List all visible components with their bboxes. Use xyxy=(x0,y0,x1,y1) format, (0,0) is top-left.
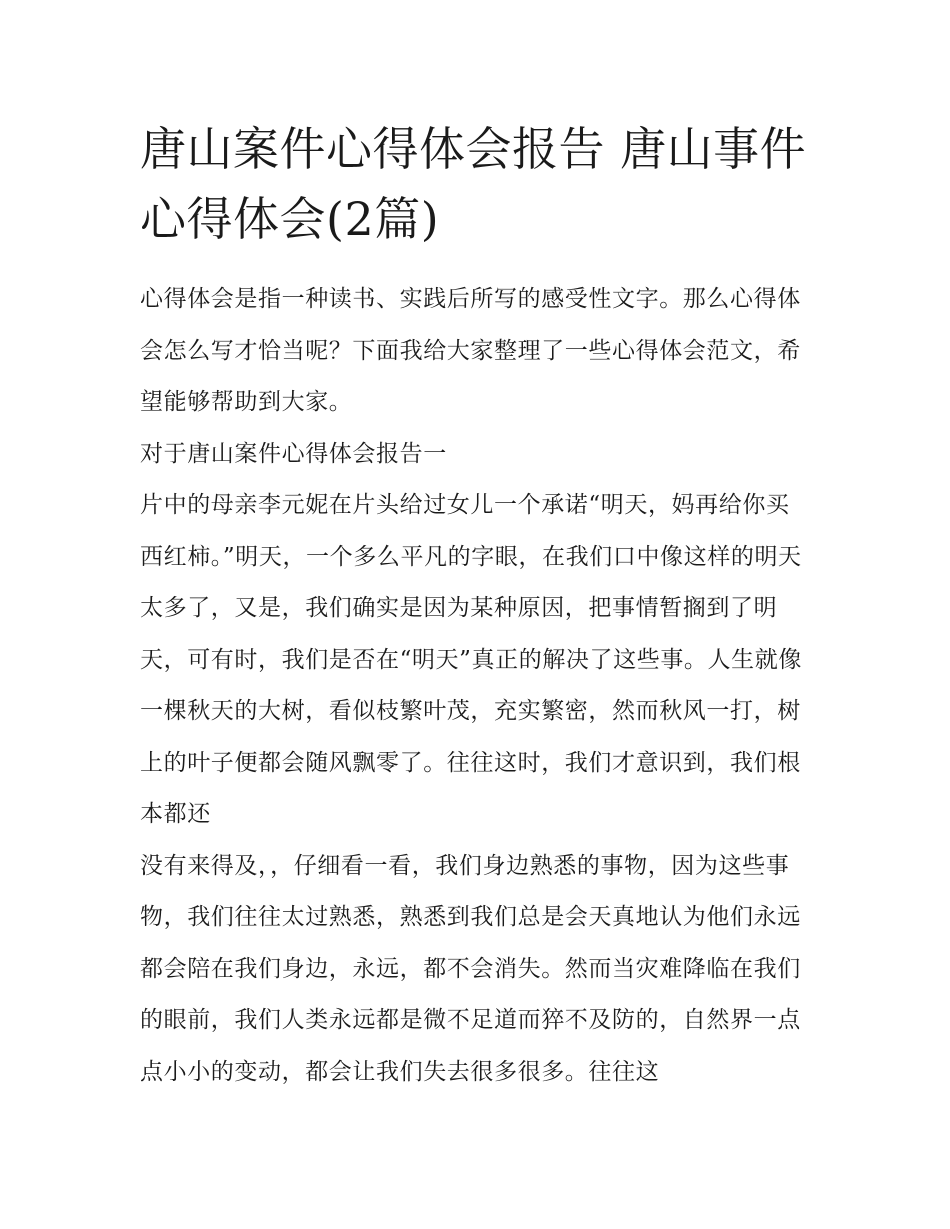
body-paragraph-1: 片中的母亲李元妮在片头给过女儿一个承诺“明天，妈再给你买西红柿。”明天，一个多么平凡的字眼，在我们口中像这样的明天太多了，又是，我们确实是因为某种原因，把事情暂搁到了明天，可有时，我们是否在“明天”真正的解决了这些事。人生就像一棵秋天的大树，看似枝繁叶茂，充实繁密，然而秋风一打，树上的叶子便都会随风飘零了。往往这时，我们才意识到，我们根本都还 xyxy=(140,492,802,827)
document-body xyxy=(140,114,812,1098)
section-heading: 对于唐山案件心得体会报告一 xyxy=(140,440,447,467)
intro-paragraph: 心得体会是指一种读书、实践后所写的感受性文字。那么心得体会怎么写才恰当呢？下面我给大家整理了一些心得体会范文，希望能够帮助到大家。 xyxy=(140,286,801,415)
body-paragraph-2: 没有来得及，，仔细看一看，我们身边熟悉的事物，因为这些事物，我们往往太过熟悉，熟悉到我们总是会天真地认为他们永远都会陪在我们身边，永远，都不会消失。然而当灾难降临在我们的眼前，我们人类永远都是微不足道而猝不及防的，自然界一点点小小的变动，都会让我们失去很多很多。往往这 xyxy=(140,852,801,1085)
document-title: 唐山案件心得体会报告 唐山事件心得体会(2篇) xyxy=(140,122,807,246)
